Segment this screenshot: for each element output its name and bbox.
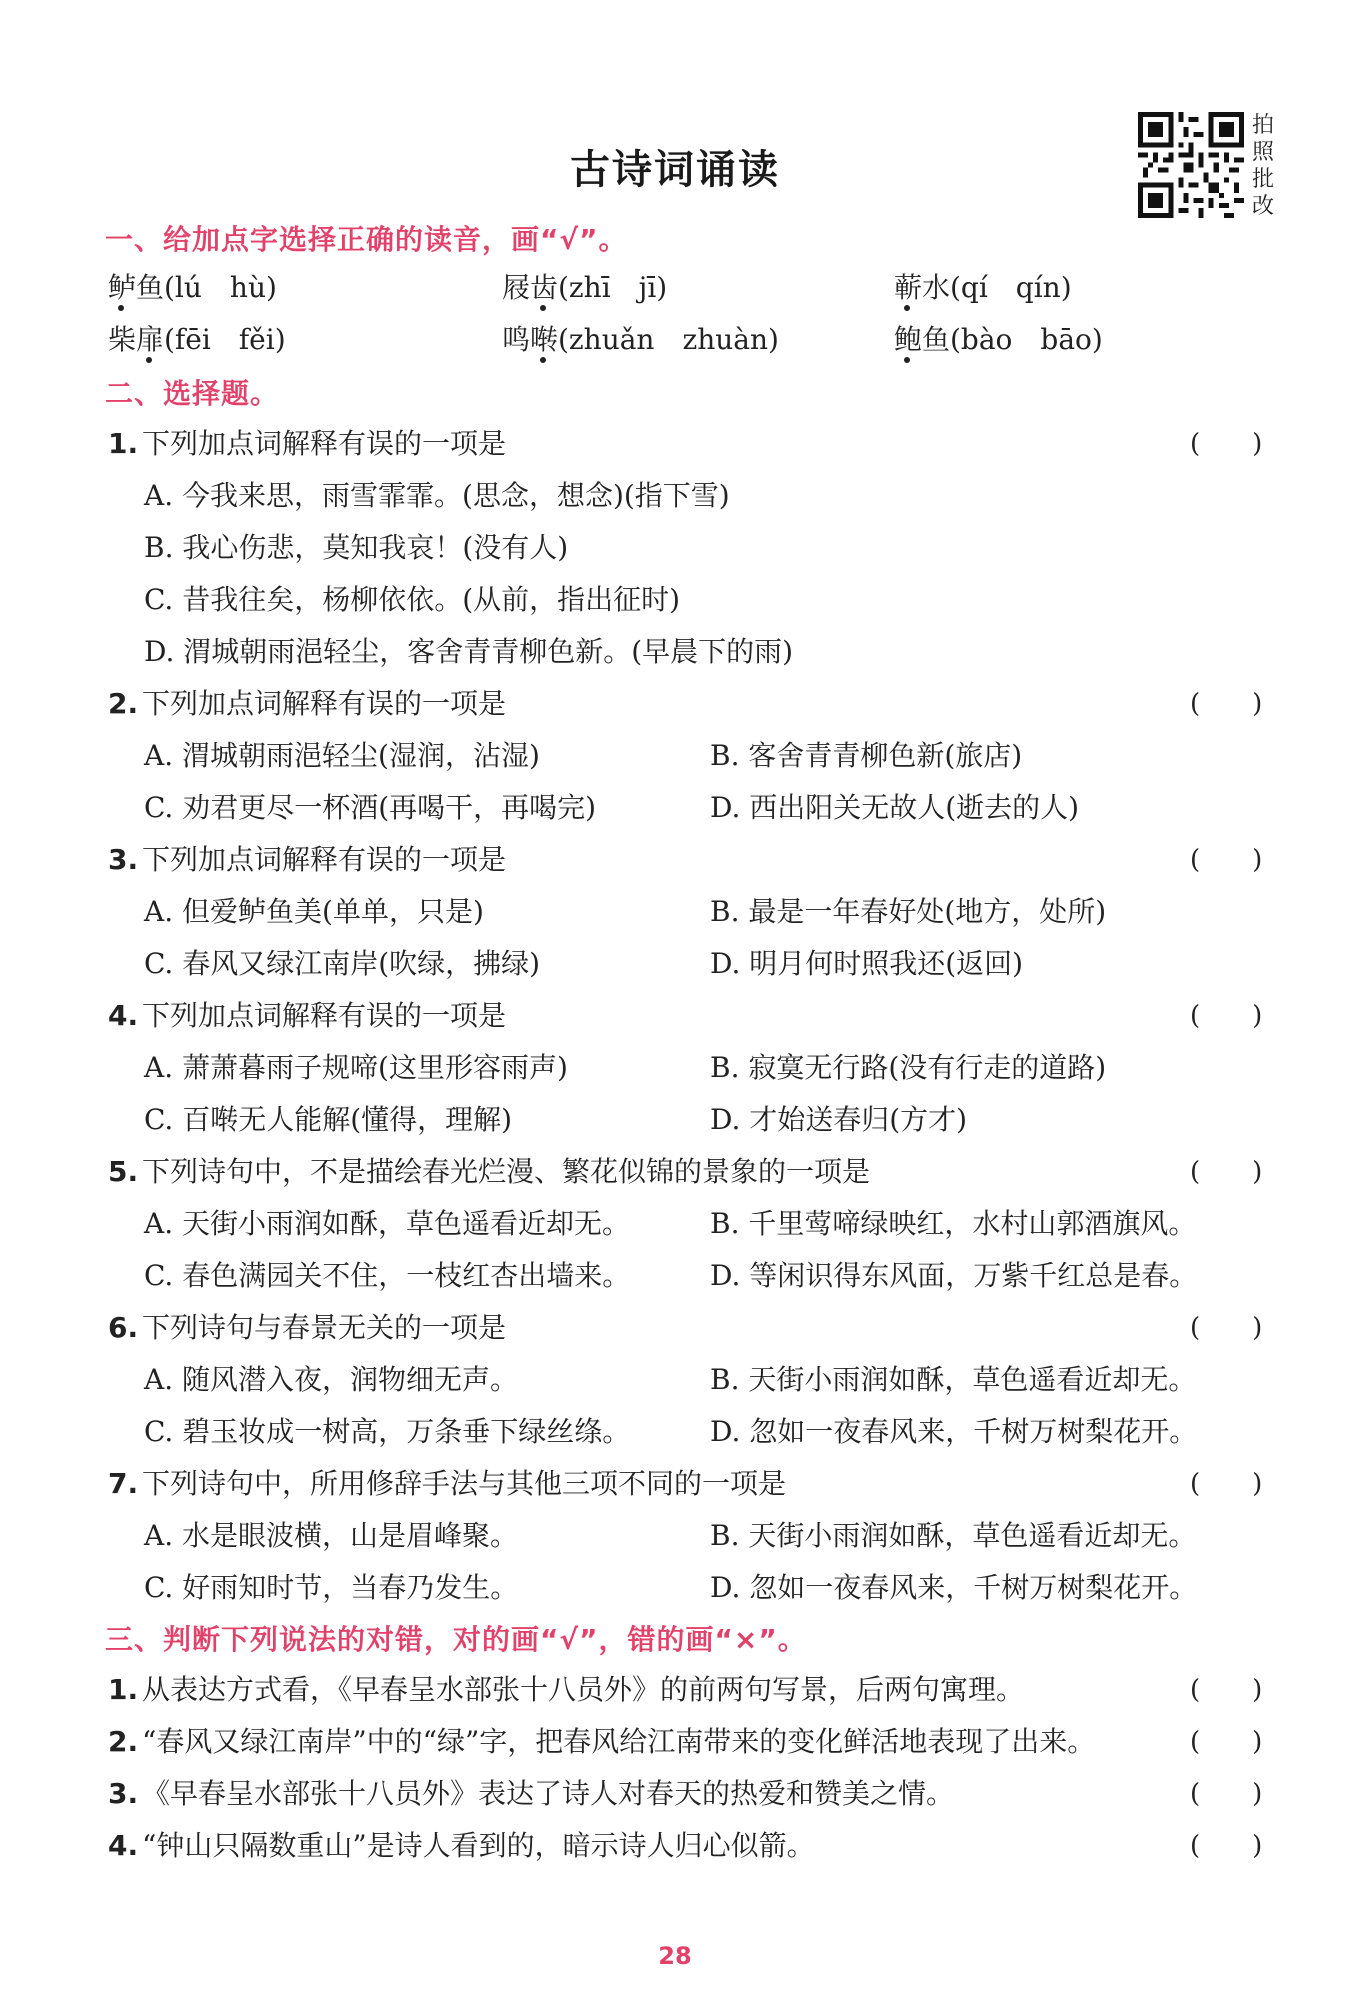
option-row <box>0 1410 1350 1454</box>
emphasis-dot <box>118 305 124 311</box>
option: A. 今我来思，雨雪霏霏。(思念，想念)(指下雪) <box>144 479 730 512</box>
question-text: 下列诗句中，不是描绘春光烂漫、繁花似锦的景象的一项是 <box>142 1155 871 1188</box>
statement-row <box>0 1824 1350 1868</box>
option: D. 明月何时照我还(返回) <box>710 947 1024 980</box>
statement-text: 《早春呈水部张十八员外》表达了诗人对春天的热爱和赞美之情。 <box>142 1777 955 1810</box>
pinyin-item: 蕲水(qí qín) <box>894 271 1072 304</box>
question-stem <box>0 994 1350 1038</box>
option-row <box>0 734 1350 778</box>
question-stem <box>0 1306 1350 1350</box>
emphasis-dot <box>904 305 910 311</box>
section-heading-3: 三、判断下列说法的对错，对的画“√”，错的画“×”。 <box>105 1623 807 1656</box>
option: C. 百啭无人能解(懂得，理解) <box>144 1103 513 1136</box>
answer-blank[interactable]: ( ) <box>1190 1675 1263 1705</box>
statement-number: 2. <box>108 1725 139 1758</box>
question-number: 3. <box>108 843 139 876</box>
question-stem <box>0 1462 1350 1506</box>
option: B. 天街小雨润如酥，草色遥看近却无。 <box>710 1363 1197 1396</box>
option: D. 西出阳关无故人(逝去的人) <box>710 791 1080 824</box>
question-number: 7. <box>108 1467 139 1500</box>
option: B. 寂寞无行路(没有行走的道路) <box>710 1051 1107 1084</box>
option: A. 渭城朝雨浥轻尘(湿润，沾湿) <box>144 739 540 772</box>
statement-row <box>0 1772 1350 1816</box>
option: B. 千里莺啼绿映红，水村山郭酒旗风。 <box>710 1207 1197 1240</box>
statement-number: 4. <box>108 1829 139 1862</box>
pinyin-item: 柴扉(fēi fěi) <box>108 323 286 356</box>
section-heading-1: 一、给加点字选择正确的读音，画“√”。 <box>105 223 628 256</box>
question-number: 1. <box>108 427 139 460</box>
option-row <box>0 1358 1350 1402</box>
option: B. 客舍青青柳色新(旅店) <box>710 739 1023 772</box>
pinyin-row <box>0 266 1350 310</box>
answer-blank[interactable]: ( ) <box>1190 1157 1263 1187</box>
statement-row <box>0 1668 1350 1712</box>
emphasis-dot <box>540 357 546 363</box>
option-row <box>0 474 1350 518</box>
statement-row <box>0 1720 1350 1764</box>
option-row <box>0 1566 1350 1610</box>
question-text: 下列诗句中，所用修辞手法与其他三项不同的一项是 <box>142 1467 787 1500</box>
option: A. 水是眼波横，山是眉峰聚。 <box>144 1519 519 1552</box>
page-title: 古诗词诵读 <box>570 146 780 193</box>
statement-number: 1. <box>108 1673 139 1706</box>
question-text: 下列加点词解释有误的一项是 <box>142 843 507 876</box>
option: D. 等闲识得东风面，万紫千红总是春。 <box>710 1259 1198 1292</box>
question-text: 下列加点词解释有误的一项是 <box>142 427 507 460</box>
option: C. 昔我往矣，杨柳依依。(从前，指出征时) <box>144 583 681 616</box>
option-row <box>0 786 1350 830</box>
emphasis-dot <box>904 357 910 363</box>
qr-code-icon[interactable] <box>1138 112 1244 218</box>
answer-blank[interactable]: ( ) <box>1190 1313 1263 1343</box>
question-number: 6. <box>108 1311 139 1344</box>
option: B. 天街小雨润如酥，草色遥看近却无。 <box>710 1519 1197 1552</box>
answer-blank[interactable]: ( ) <box>1190 689 1263 719</box>
option: A. 天街小雨润如酥，草色遥看近却无。 <box>144 1207 631 1240</box>
statement-text: “钟山只隔数重山”是诗人看到的，暗示诗人归心似箭。 <box>142 1829 815 1862</box>
section-heading-2: 二、选择题。 <box>105 377 280 410</box>
answer-blank[interactable]: ( ) <box>1190 1831 1263 1861</box>
answer-blank[interactable]: ( ) <box>1190 1001 1263 1031</box>
option-row <box>0 942 1350 986</box>
emphasis-dot <box>146 357 152 363</box>
option: C. 春风又绿江南岸(吹绿，拂绿) <box>144 947 541 980</box>
option-row <box>0 1202 1350 1246</box>
question-text: 下列诗句与春景无关的一项是 <box>142 1311 507 1344</box>
option: C. 春色满园关不住，一枝红杏出墙来。 <box>144 1259 631 1292</box>
option-row <box>0 630 1350 674</box>
option: D. 忽如一夜春风来，千树万树梨花开。 <box>710 1415 1198 1448</box>
option-row <box>0 1046 1350 1090</box>
option: B. 我心伤悲，莫知我哀！(没有人) <box>144 531 569 564</box>
emphasis-dot <box>540 305 546 311</box>
pinyin-item: 鲍鱼(bào bāo) <box>894 323 1103 356</box>
pinyin-item: 鲈鱼(lú hù) <box>108 271 277 304</box>
statement-number: 3. <box>108 1777 139 1810</box>
option: C. 碧玉妆成一树高，万条垂下绿丝绦。 <box>144 1415 631 1448</box>
answer-blank[interactable]: ( ) <box>1190 429 1263 459</box>
option-row <box>0 890 1350 934</box>
question-number: 5. <box>108 1155 139 1188</box>
answer-blank[interactable]: ( ) <box>1190 1727 1263 1757</box>
option: A. 萧萧暮雨子规啼(这里形容雨声) <box>144 1051 568 1084</box>
option: A. 但爱鲈鱼美(单单，只是) <box>144 895 484 928</box>
answer-blank[interactable]: ( ) <box>1190 845 1263 875</box>
pinyin-row <box>0 318 1350 362</box>
question-stem <box>0 1150 1350 1194</box>
option: C. 劝君更尽一杯酒(再喝干，再喝完) <box>144 791 597 824</box>
option-row <box>0 1098 1350 1142</box>
question-number: 4. <box>108 999 139 1032</box>
answer-blank[interactable]: ( ) <box>1190 1469 1263 1499</box>
statement-text: “春风又绿江南岸”中的“绿”字，把春风给江南带来的变化鲜活地表现了出来。 <box>142 1725 1096 1758</box>
question-stem <box>0 422 1350 466</box>
question-stem <box>0 838 1350 882</box>
answer-blank[interactable]: ( ) <box>1190 1779 1263 1809</box>
option-row <box>0 578 1350 622</box>
option: D. 渭城朝雨浥轻尘，客舍青青柳色新。(早晨下的雨) <box>144 635 794 668</box>
page-number: 28 <box>658 1942 692 1970</box>
question-stem <box>0 682 1350 726</box>
question-text: 下列加点词解释有误的一项是 <box>142 687 507 720</box>
option: C. 好雨知时节，当春乃发生。 <box>144 1571 519 1604</box>
statement-text: 从表达方式看，《早春呈水部张十八员外》的前两句写景，后两句寓理。 <box>142 1673 1025 1706</box>
option-row <box>0 1254 1350 1298</box>
option: B. 最是一年春好处(地方，处所) <box>710 895 1107 928</box>
option-row <box>0 526 1350 570</box>
option: D. 才始送春归(方才) <box>710 1103 968 1136</box>
question-text: 下列加点词解释有误的一项是 <box>142 999 507 1032</box>
pinyin-item: 屐齿(zhī jī) <box>502 271 668 304</box>
option-row <box>0 1514 1350 1558</box>
question-number: 2. <box>108 687 139 720</box>
option: D. 忽如一夜春风来，千树万树梨花开。 <box>710 1571 1198 1604</box>
pinyin-item: 鸣啭(zhuǎn zhuàn) <box>502 323 779 356</box>
option: A. 随风潜入夜，润物细无声。 <box>144 1363 519 1396</box>
qr-caption: 拍照批改 <box>1252 113 1275 219</box>
